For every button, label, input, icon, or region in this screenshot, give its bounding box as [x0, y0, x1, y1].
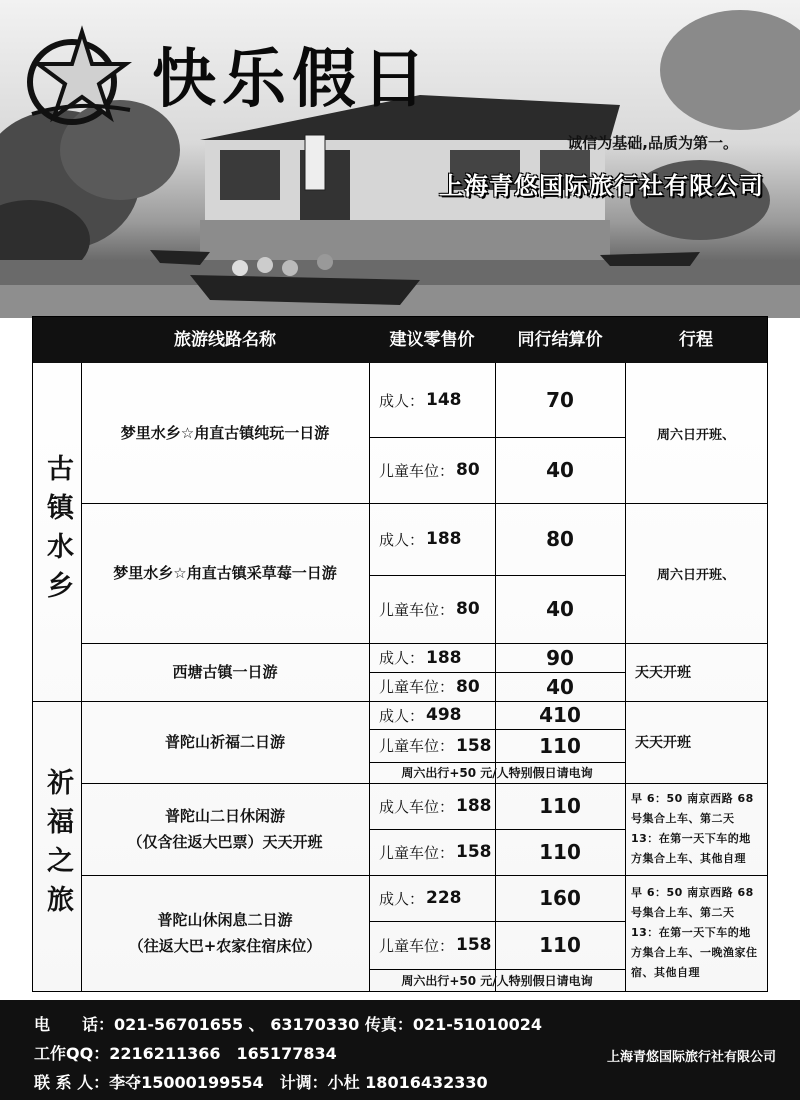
route-line: （仅含往返大巴票）天天开班 — [127, 833, 323, 851]
route-line: 普陀山二日休闲游 — [164, 807, 285, 825]
schedule: 早 6：50 南京西路 68 号集合上车、第二天 13：在第一天下车的地方集合上车、其他自理 — [631, 792, 754, 865]
phone-line: 电 话：021-56701655 、 63170330 传真：021-51010024 — [34, 1015, 542, 1034]
brand-title: 快乐假日 — [152, 42, 432, 117]
slogan: 诚信为基础,品质为第一。 — [567, 134, 738, 152]
settle-child: 110 — [539, 733, 581, 758]
price-label: 儿童车位： — [379, 461, 455, 480]
header-banner — [0, 0, 800, 318]
table-header — [33, 317, 767, 363]
price-label: 儿童车位： — [379, 936, 455, 955]
settle-adult: 80 — [546, 527, 574, 551]
settle-adult: 90 — [546, 645, 574, 670]
settle-adult: 410 — [539, 703, 581, 727]
holiday-note: 周六出行+50 元/人特别假日请电询 — [401, 973, 593, 988]
price-value: 158 — [456, 842, 492, 862]
retail-adult — [369, 643, 495, 672]
retail-adult — [369, 503, 495, 575]
settle-adult: 160 — [539, 886, 581, 910]
retail-adult — [369, 875, 495, 921]
schedule: 周六日开班、 — [656, 427, 735, 443]
price-value: 80 — [456, 599, 480, 619]
price-value: 228 — [426, 888, 462, 908]
qq-line: 工作QQ：2216211366 165177834 — [34, 1044, 337, 1063]
settle-child: 40 — [546, 597, 574, 621]
price-value: 498 — [426, 705, 462, 725]
schedule: 早 6：50 南京西路 68 号集合上车、第二天 13：在第一天下车的地方集合上车、一晚渔家住宿、其他自理 — [631, 886, 758, 979]
price-label: 成人： — [379, 889, 425, 908]
schedule: 天天开班 — [635, 665, 691, 681]
retail-child — [369, 921, 495, 969]
settle-adult: 110 — [539, 794, 581, 818]
route-name — [81, 783, 369, 875]
settle-adult: 70 — [546, 388, 574, 412]
route-name — [81, 875, 369, 991]
price-value: 148 — [426, 390, 462, 410]
route-name: 梦里水乡☆甪直古镇纯玩一日游 — [120, 424, 330, 442]
price-value: 158 — [456, 735, 492, 756]
price-value: 158 — [456, 935, 492, 955]
price-value: 188 — [456, 796, 492, 816]
price-label: 成人： — [379, 391, 425, 410]
retail-adult — [369, 701, 495, 729]
price-value: 188 — [426, 529, 462, 549]
retail-adult — [369, 363, 495, 437]
retail-child — [369, 672, 495, 701]
price-label: 儿童车位： — [379, 843, 455, 862]
footer-company-name: 上海青悠国际旅行社有限公司 — [606, 1050, 776, 1065]
route-name: 梦里水乡☆甪直古镇采草莓一日游 — [113, 564, 337, 582]
contact-line: 联 系 人：李夺15000199554 计调：小杜 18016432330 — [34, 1073, 488, 1092]
route-line: 普陀山休闲息二日游 — [157, 911, 293, 929]
route-line: （往返大巴+农家住宿床位） — [128, 937, 322, 955]
settle-child: 110 — [539, 933, 581, 957]
header-settle: 同行结算价 — [517, 330, 603, 350]
retail-child — [369, 575, 495, 643]
price-label: 成人： — [379, 530, 425, 549]
price-value: 188 — [426, 647, 462, 668]
header-schedule: 行程 — [679, 330, 713, 350]
retail-adult — [369, 783, 495, 829]
holiday-note: 周六出行+50 元/人特别假日请电询 — [401, 766, 593, 780]
settle-child: 110 — [539, 840, 581, 864]
price-label: 成人车位： — [379, 797, 455, 816]
header-retail: 建议零售价 — [389, 330, 475, 350]
trees-right — [630, 10, 800, 240]
schedule: 周六日开班、 — [656, 567, 735, 583]
price-table — [32, 316, 768, 992]
category-label: 古镇水乡 — [42, 454, 73, 610]
settle-child: 40 — [546, 674, 574, 699]
price-value: 80 — [456, 460, 480, 480]
header-route: 旅游线路名称 — [174, 330, 276, 350]
price-label: 儿童车位： — [379, 600, 455, 619]
settle-child: 40 — [546, 458, 574, 482]
category-water-town — [33, 363, 81, 701]
price-value: 80 — [456, 676, 480, 697]
route-name: 西塘古镇一日游 — [172, 663, 278, 681]
category-label: 祈福之旅 — [42, 768, 73, 924]
price-label: 成人： — [379, 649, 425, 667]
route-name: 普陀山祈福二日游 — [164, 733, 285, 751]
schedule: 天天开班 — [635, 735, 691, 751]
retail-child — [369, 829, 495, 875]
price-label: 儿童车位： — [379, 678, 455, 696]
contact-footer — [0, 1000, 800, 1100]
category-blessing-trip — [33, 701, 81, 991]
price-label: 成人： — [379, 706, 425, 725]
star-logo-icon — [22, 22, 132, 132]
header-company-name: 上海青悠国际旅行社有限公司 — [439, 172, 764, 200]
retail-child — [369, 437, 495, 503]
retail-child — [369, 729, 495, 762]
price-label: 儿童车位： — [379, 737, 455, 755]
